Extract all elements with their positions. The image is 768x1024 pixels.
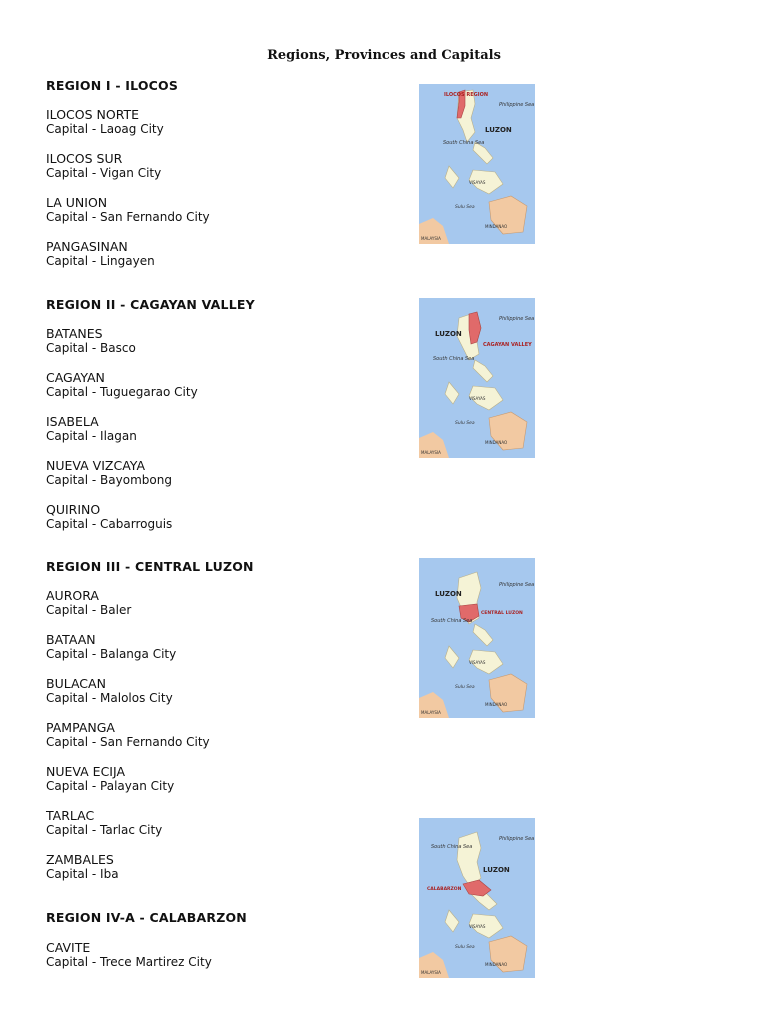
map-label-region: ILOCOS REGION xyxy=(444,92,489,98)
province-entry xyxy=(46,808,162,838)
province-capital: Capital - Laoag City xyxy=(46,122,164,136)
province-capital: Capital - Balanga City xyxy=(46,647,177,661)
province-name: ILOCOS NORTE xyxy=(46,107,140,122)
province-entry xyxy=(46,458,172,488)
region-map-calabarzon xyxy=(419,818,535,978)
map-label-sulu-sea: Sulu Sea xyxy=(455,421,475,426)
province-entry xyxy=(46,370,198,400)
map-label-south-china-sea: South China Sea xyxy=(431,844,473,850)
province-capital: Capital - Cabarroguis xyxy=(46,517,173,531)
province-entry xyxy=(46,764,174,794)
province-name: NUEVA VIZCAYA xyxy=(46,458,145,473)
province-entry xyxy=(46,195,210,225)
province-name: ZAMBALES xyxy=(46,852,114,867)
province-name: NUEVA ECIJA xyxy=(46,764,126,779)
map-label-luzon: LUZON xyxy=(485,126,512,134)
province-entry xyxy=(46,151,161,181)
map-label-luzon: LUZON xyxy=(483,866,510,874)
map-label-region: CENTRAL LUZON xyxy=(481,611,523,616)
province-capital: Capital - Tarlac City xyxy=(46,823,163,837)
province-name: QUIRINO xyxy=(46,502,101,517)
map-label-luzon: LUZON xyxy=(435,330,462,338)
province-name: TARLAC xyxy=(46,808,95,823)
province-name: BULACAN xyxy=(46,676,106,691)
province-entry xyxy=(46,940,212,970)
province-capital: Capital - Basco xyxy=(46,341,136,355)
province-capital: Capital - San Fernando City xyxy=(46,210,210,224)
province-entry xyxy=(46,720,210,750)
map-label-malaysia: MALAYSIA xyxy=(421,236,441,241)
map-label-visayas: VISAYAS xyxy=(469,396,486,401)
map-label-sulu-sea: Sulu Sea xyxy=(455,205,475,210)
map-label-south-china-sea: South China Sea xyxy=(431,618,473,624)
province-capital: Capital - Ilagan xyxy=(46,429,137,443)
province-capital: Capital - Tuguegarao City xyxy=(46,385,198,399)
region-heading: REGION IV-A - CALABARZON xyxy=(46,910,247,925)
map-label-south-china-sea: South China Sea xyxy=(433,356,475,362)
map-label-visayas: VISAYAS xyxy=(469,180,486,185)
province-capital: Capital - Vigan City xyxy=(46,166,162,180)
map-label-visayas: VISAYAS xyxy=(469,660,486,665)
province-entry xyxy=(46,414,137,444)
province-capital: Capital - Lingayen xyxy=(46,254,155,268)
map-label-luzon: LUZON xyxy=(435,590,462,598)
region-heading: REGION II - CAGAYAN VALLEY xyxy=(46,297,255,312)
province-name: ISABELA xyxy=(46,414,99,429)
province-entry xyxy=(46,107,164,137)
region-map-central-luzon xyxy=(419,558,535,718)
map-label-sulu-sea: Sulu Sea xyxy=(455,685,475,690)
map-label-mindanao: MINDANAO xyxy=(485,440,508,445)
province-name: PANGASINAN xyxy=(46,239,128,254)
philippines-map-image xyxy=(419,298,535,458)
map-label-mindanao: MINDANAO xyxy=(485,962,508,967)
map-label-south-china-sea: South China Sea xyxy=(443,140,485,146)
province-name: PAMPANGA xyxy=(46,720,115,735)
province-name: LA UNION xyxy=(46,195,108,210)
region-map-ilocos xyxy=(419,84,535,244)
map-label-philippine-sea: Philippine Sea xyxy=(499,316,535,322)
region-map-cagayan-valley xyxy=(419,298,535,458)
map-label-mindanao: MINDANAO xyxy=(485,702,508,707)
map-label-region: CALABARZON xyxy=(427,887,462,892)
province-name: CAGAYAN xyxy=(46,370,105,385)
province-entry xyxy=(46,326,136,356)
region-heading: REGION III - CENTRAL LUZON xyxy=(46,559,254,574)
province-capital: Capital - Baler xyxy=(46,603,132,617)
map-label-malaysia: MALAYSIA xyxy=(421,450,441,455)
region-heading: REGION I - ILOCOS xyxy=(46,78,179,93)
philippines-map-image xyxy=(419,558,535,718)
map-label-malaysia: MALAYSIA xyxy=(421,710,441,715)
province-name: AURORA xyxy=(46,588,99,603)
province-capital: Capital - Bayombong xyxy=(46,473,172,487)
province-name: BATANES xyxy=(46,326,103,341)
province-name: BATAAN xyxy=(46,632,96,647)
province-capital: Capital - San Fernando City xyxy=(46,735,210,749)
province-entry xyxy=(46,502,172,532)
map-label-region: CAGAYAN VALLEY xyxy=(483,342,532,348)
philippines-map-image xyxy=(419,818,535,978)
province-capital: Capital - Malolos City xyxy=(46,691,173,705)
map-label-mindanao: MINDANAO xyxy=(485,224,508,229)
document-title: Regions, Provinces and Capitals xyxy=(267,48,501,63)
province-name: CAVITE xyxy=(46,940,91,955)
map-label-philippine-sea: Philippine Sea xyxy=(499,836,535,842)
map-label-malaysia: MALAYSIA xyxy=(421,970,441,975)
province-capital: Capital - Iba xyxy=(46,867,119,881)
province-entry xyxy=(46,676,173,706)
map-label-visayas: VISAYAS xyxy=(469,924,486,929)
province-entry xyxy=(46,632,176,662)
province-entry xyxy=(46,239,155,269)
map-label-sulu-sea: Sulu Sea xyxy=(455,945,475,950)
province-capital: Capital - Palayan City xyxy=(46,779,175,793)
province-capital: Capital - Trece Martirez City xyxy=(46,955,212,969)
province-entry xyxy=(46,588,131,618)
philippines-map-image xyxy=(419,84,535,244)
map-label-philippine-sea: Philippine Sea xyxy=(499,102,535,108)
map-label-philippine-sea: Philippine Sea xyxy=(499,582,535,588)
province-name: ILOCOS SUR xyxy=(46,151,123,166)
province-entry xyxy=(46,852,119,882)
